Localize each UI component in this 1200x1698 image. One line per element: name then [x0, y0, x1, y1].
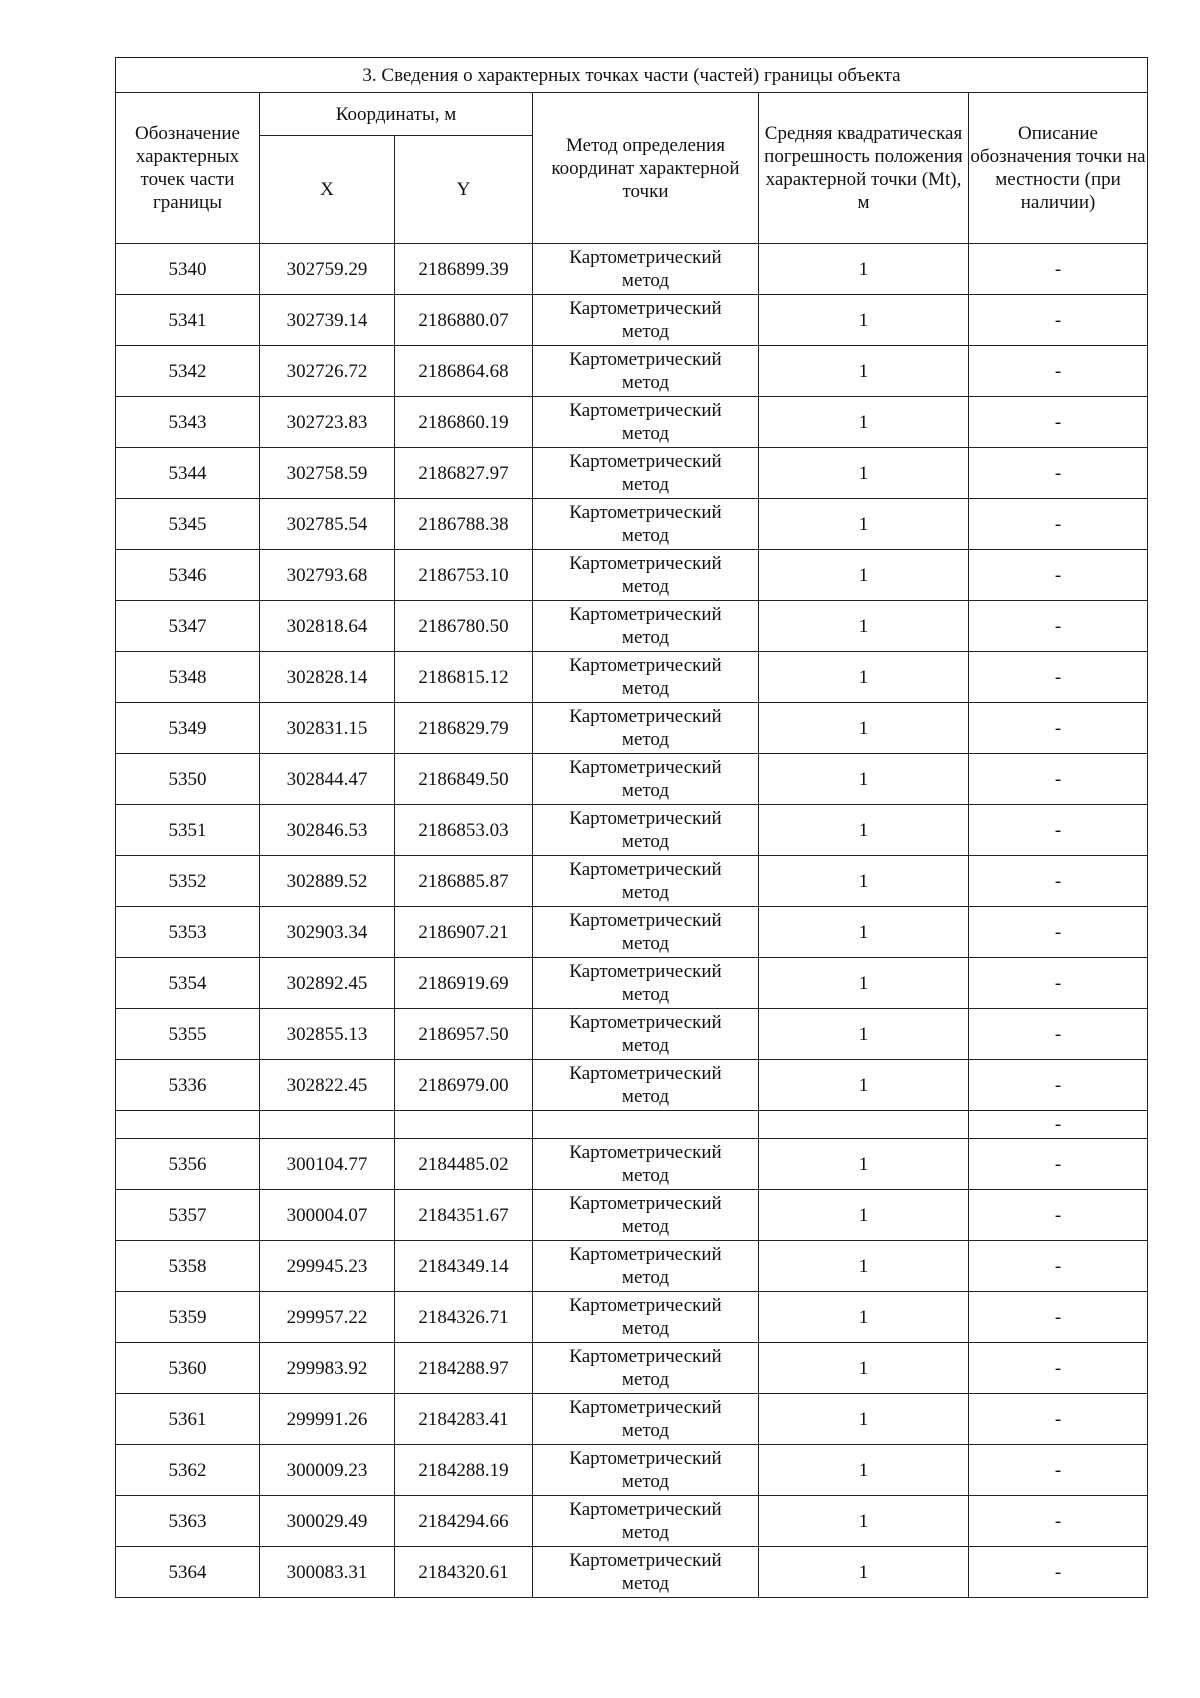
method-cell	[533, 1190, 759, 1241]
coord-x: 302758.59	[260, 448, 395, 499]
method-line-1: Картометрический	[569, 1295, 722, 1316]
point-description: -	[969, 652, 1148, 703]
point-id: 5340	[116, 244, 260, 295]
method-line-1: Картометрический	[569, 451, 722, 472]
point-id: 5352	[116, 856, 260, 907]
coord-x: 302818.64	[260, 601, 395, 652]
mean-square-error: 1	[759, 1292, 969, 1343]
method-line-1: Картометрический	[569, 298, 722, 319]
point-description: -	[969, 448, 1148, 499]
mean-square-error: 1	[759, 1445, 969, 1496]
coord-y: 2184326.71	[395, 1292, 533, 1343]
method-cell	[533, 601, 759, 652]
method-line-2: метод	[621, 627, 670, 648]
method-line-2: метод	[621, 1216, 670, 1237]
point-description: -	[969, 1292, 1148, 1343]
point-id	[116, 1111, 260, 1139]
coord-x: 300083.31	[260, 1547, 395, 1598]
method-line-1: Картометрический	[569, 1193, 722, 1214]
boundary-points-table	[115, 57, 1148, 1598]
method-cell	[533, 652, 759, 703]
point-id: 5355	[116, 1009, 260, 1060]
method-line-1: Картометрический	[569, 1499, 722, 1520]
mean-square-error: 1	[759, 1394, 969, 1445]
header-x: X	[260, 136, 395, 244]
point-description: -	[969, 703, 1148, 754]
coord-y: 2184485.02	[395, 1139, 533, 1190]
method-line-1: Картометрический	[569, 1550, 722, 1571]
point-description: -	[969, 1111, 1148, 1139]
coord-y	[395, 1111, 533, 1139]
table-row	[116, 1009, 1148, 1060]
point-id: 5350	[116, 754, 260, 805]
coord-y: 2186979.00	[395, 1060, 533, 1111]
method-cell	[533, 397, 759, 448]
mean-square-error: 1	[759, 907, 969, 958]
method-line-2: метод	[621, 984, 670, 1005]
mean-square-error: 1	[759, 499, 969, 550]
method-line-2: метод	[621, 831, 670, 852]
point-description: -	[969, 550, 1148, 601]
table-row	[116, 499, 1148, 550]
table-row	[116, 1394, 1148, 1445]
method-cell	[533, 958, 759, 1009]
coord-y: 2186815.12	[395, 652, 533, 703]
table-row	[116, 550, 1148, 601]
coord-y: 2186907.21	[395, 907, 533, 958]
point-id: 5359	[116, 1292, 260, 1343]
method-cell	[533, 1060, 759, 1111]
coord-y: 2184283.41	[395, 1394, 533, 1445]
table-row	[116, 907, 1148, 958]
table-row	[116, 244, 1148, 295]
coord-y: 2186780.50	[395, 601, 533, 652]
mean-square-error: 1	[759, 244, 969, 295]
method-cell	[533, 346, 759, 397]
method-line-1: Картометрический	[569, 859, 722, 880]
method-line-2: метод	[621, 729, 670, 750]
table-row	[116, 448, 1148, 499]
method-line-1: Картометрический	[569, 1448, 722, 1469]
method-line-2: метод	[621, 1471, 670, 1492]
mean-square-error: 1	[759, 601, 969, 652]
table-row	[116, 958, 1148, 1009]
header-description: Описание обозначения точки на местности (при наличии)	[969, 93, 1148, 244]
table-row	[116, 805, 1148, 856]
coord-y: 2184351.67	[395, 1190, 533, 1241]
point-description: -	[969, 1445, 1148, 1496]
coord-x: 300029.49	[260, 1496, 395, 1547]
method-line-2: метод	[621, 525, 670, 546]
method-cell	[533, 1547, 759, 1598]
coord-x: 302785.54	[260, 499, 395, 550]
mean-square-error	[759, 1111, 969, 1139]
coord-x: 302844.47	[260, 754, 395, 805]
coord-x: 302889.52	[260, 856, 395, 907]
method-line-2: метод	[621, 933, 670, 954]
point-id: 5348	[116, 652, 260, 703]
table-row	[116, 295, 1148, 346]
table-row	[116, 1139, 1148, 1190]
coord-y: 2186853.03	[395, 805, 533, 856]
method-line-1: Картометрический	[569, 247, 722, 268]
coord-x: 302831.15	[260, 703, 395, 754]
table-row	[116, 856, 1148, 907]
coord-y: 2186919.69	[395, 958, 533, 1009]
mean-square-error: 1	[759, 1343, 969, 1394]
method-line-2: метод	[621, 576, 670, 597]
method-cell	[533, 1496, 759, 1547]
mean-square-error: 1	[759, 805, 969, 856]
point-id: 5356	[116, 1139, 260, 1190]
method-line-2: метод	[621, 882, 670, 903]
coord-y: 2186957.50	[395, 1009, 533, 1060]
table-row	[116, 397, 1148, 448]
method-line-1: Картометрический	[569, 1397, 722, 1418]
method-line-2: метод	[621, 372, 670, 393]
method-line-2: метод	[621, 1318, 670, 1339]
header-error: Средняя квадратическая погрешность положения характерной точки (Mt), м	[759, 93, 969, 244]
header-designation: Обозначение характерных точек части границы	[116, 93, 260, 244]
method-line-2: метод	[621, 1573, 670, 1594]
mean-square-error: 1	[759, 958, 969, 1009]
method-cell	[533, 703, 759, 754]
coord-x: 302855.13	[260, 1009, 395, 1060]
table-row	[116, 1190, 1148, 1241]
method-cell	[533, 550, 759, 601]
mean-square-error: 1	[759, 652, 969, 703]
mean-square-error: 1	[759, 550, 969, 601]
method-line-2: метод	[621, 1420, 670, 1441]
point-description: -	[969, 958, 1148, 1009]
point-id: 5360	[116, 1343, 260, 1394]
point-id: 5342	[116, 346, 260, 397]
point-id: 5345	[116, 499, 260, 550]
point-id: 5336	[116, 1060, 260, 1111]
method-cell	[533, 448, 759, 499]
coord-x: 302903.34	[260, 907, 395, 958]
method-line-1: Картометрический	[569, 400, 722, 421]
coord-y: 2186788.38	[395, 499, 533, 550]
mean-square-error: 1	[759, 1009, 969, 1060]
point-id: 5347	[116, 601, 260, 652]
point-id: 5361	[116, 1394, 260, 1445]
mean-square-error: 1	[759, 856, 969, 907]
point-description: -	[969, 1496, 1148, 1547]
table-row	[116, 1496, 1148, 1547]
point-description: -	[969, 601, 1148, 652]
method-line-2: метод	[621, 423, 670, 444]
coord-x: 299957.22	[260, 1292, 395, 1343]
method-cell	[533, 1241, 759, 1292]
coord-y: 2186864.68	[395, 346, 533, 397]
coord-x: 302828.14	[260, 652, 395, 703]
mean-square-error: 1	[759, 448, 969, 499]
table-row	[116, 652, 1148, 703]
coord-y: 2186753.10	[395, 550, 533, 601]
method-line-1: Картометрический	[569, 655, 722, 676]
table-row	[116, 1060, 1148, 1111]
coord-x: 302726.72	[260, 346, 395, 397]
table-row	[116, 1343, 1148, 1394]
point-description: -	[969, 805, 1148, 856]
method-cell	[533, 907, 759, 958]
method-cell	[533, 1009, 759, 1060]
method-line-2: метод	[621, 321, 670, 342]
mean-square-error: 1	[759, 1241, 969, 1292]
method-line-1: Картометрический	[569, 1244, 722, 1265]
coord-y: 2186849.50	[395, 754, 533, 805]
point-description: -	[969, 499, 1148, 550]
coord-x: 299983.92	[260, 1343, 395, 1394]
point-id: 5362	[116, 1445, 260, 1496]
mean-square-error: 1	[759, 397, 969, 448]
method-line-2: метод	[621, 1035, 670, 1056]
method-cell	[533, 754, 759, 805]
coord-x: 300104.77	[260, 1139, 395, 1190]
method-line-1: Картометрический	[569, 1063, 722, 1084]
point-description: -	[969, 907, 1148, 958]
method-line-1: Картометрический	[569, 706, 722, 727]
coord-x: 302759.29	[260, 244, 395, 295]
method-cell	[533, 295, 759, 346]
point-id: 5346	[116, 550, 260, 601]
table-row	[116, 1111, 1148, 1139]
mean-square-error: 1	[759, 1547, 969, 1598]
header-method: Метод определения координат характерной точки	[533, 93, 759, 244]
mean-square-error: 1	[759, 754, 969, 805]
method-line-2: метод	[621, 678, 670, 699]
table-row	[116, 1292, 1148, 1343]
coord-x: 300004.07	[260, 1190, 395, 1241]
method-cell	[533, 856, 759, 907]
point-description: -	[969, 1547, 1148, 1598]
coord-x: 300009.23	[260, 1445, 395, 1496]
coord-x: 302846.53	[260, 805, 395, 856]
coord-x: 302723.83	[260, 397, 395, 448]
coord-y: 2186827.97	[395, 448, 533, 499]
table-row	[116, 601, 1148, 652]
method-cell	[533, 1139, 759, 1190]
coord-y: 2184320.61	[395, 1547, 533, 1598]
coord-y: 2186899.39	[395, 244, 533, 295]
method-line-1: Картометрический	[569, 1142, 722, 1163]
mean-square-error: 1	[759, 703, 969, 754]
method-cell	[533, 1343, 759, 1394]
point-description: -	[969, 1190, 1148, 1241]
method-cell	[533, 1394, 759, 1445]
point-description: -	[969, 1394, 1148, 1445]
method-cell	[533, 1292, 759, 1343]
method-cell	[533, 1445, 759, 1496]
method-line-1: Картометрический	[569, 604, 722, 625]
coord-x: 302739.14	[260, 295, 395, 346]
method-line-1: Картометрический	[569, 910, 722, 931]
method-line-2: метод	[621, 1369, 670, 1390]
coord-y: 2184349.14	[395, 1241, 533, 1292]
point-description: -	[969, 346, 1148, 397]
coord-y: 2184288.19	[395, 1445, 533, 1496]
method-line-1: Картометрический	[569, 757, 722, 778]
header-coordinates: Координаты, м	[260, 93, 533, 136]
mean-square-error: 1	[759, 346, 969, 397]
method-cell	[533, 499, 759, 550]
point-description: -	[969, 397, 1148, 448]
method-line-1: Картометрический	[569, 502, 722, 523]
coord-y: 2186860.19	[395, 397, 533, 448]
method-line-1: Картометрический	[569, 349, 722, 370]
coord-x: 302822.45	[260, 1060, 395, 1111]
point-id: 5353	[116, 907, 260, 958]
point-description: -	[969, 856, 1148, 907]
method-line-2: метод	[621, 1522, 670, 1543]
table-row	[116, 1445, 1148, 1496]
point-description: -	[969, 1241, 1148, 1292]
point-id: 5344	[116, 448, 260, 499]
method-line-1: Картометрический	[569, 1012, 722, 1033]
coord-y: 2186885.87	[395, 856, 533, 907]
point-description: -	[969, 1060, 1148, 1111]
method-line-2: метод	[621, 474, 670, 495]
mean-square-error: 1	[759, 1190, 969, 1241]
table-row	[116, 754, 1148, 805]
method-line-2: метод	[621, 1165, 670, 1186]
point-id: 5343	[116, 397, 260, 448]
method-line-1: Картометрический	[569, 808, 722, 829]
point-id: 5341	[116, 295, 260, 346]
coord-y: 2184288.97	[395, 1343, 533, 1394]
point-description: -	[969, 1139, 1148, 1190]
coord-x: 299945.23	[260, 1241, 395, 1292]
point-id: 5363	[116, 1496, 260, 1547]
method-line-1: Картометрический	[569, 961, 722, 982]
mean-square-error: 1	[759, 1496, 969, 1547]
coord-x	[260, 1111, 395, 1139]
point-id: 5351	[116, 805, 260, 856]
method-line-2: метод	[621, 270, 670, 291]
method-cell	[533, 244, 759, 295]
method-cell	[533, 805, 759, 856]
mean-square-error: 1	[759, 1060, 969, 1111]
table-row	[116, 346, 1148, 397]
method-line-2: метод	[621, 780, 670, 801]
point-description: -	[969, 295, 1148, 346]
coord-x: 299991.26	[260, 1394, 395, 1445]
header-y: Y	[395, 136, 533, 244]
point-id: 5364	[116, 1547, 260, 1598]
coord-x: 302892.45	[260, 958, 395, 1009]
coord-y: 2186829.79	[395, 703, 533, 754]
table-title: 3. Сведения о характерных точках части (частей) границы объекта	[116, 58, 1148, 93]
table-row	[116, 1547, 1148, 1598]
mean-square-error: 1	[759, 1139, 969, 1190]
method-line-2: метод	[621, 1267, 670, 1288]
point-id: 5358	[116, 1241, 260, 1292]
point-id: 5354	[116, 958, 260, 1009]
point-description: -	[969, 244, 1148, 295]
method-line-1: Картометрический	[569, 1346, 722, 1367]
point-description: -	[969, 1009, 1148, 1060]
table-row	[116, 703, 1148, 754]
coord-x: 302793.68	[260, 550, 395, 601]
mean-square-error: 1	[759, 295, 969, 346]
point-description: -	[969, 1343, 1148, 1394]
coord-y: 2184294.66	[395, 1496, 533, 1547]
point-description: -	[969, 754, 1148, 805]
table-body	[116, 244, 1148, 1598]
method-line-2: метод	[621, 1086, 670, 1107]
coord-y: 2186880.07	[395, 295, 533, 346]
point-id: 5357	[116, 1190, 260, 1241]
method-cell	[533, 1111, 759, 1139]
table-row	[116, 1241, 1148, 1292]
method-line-1: Картометрический	[569, 553, 722, 574]
point-id: 5349	[116, 703, 260, 754]
